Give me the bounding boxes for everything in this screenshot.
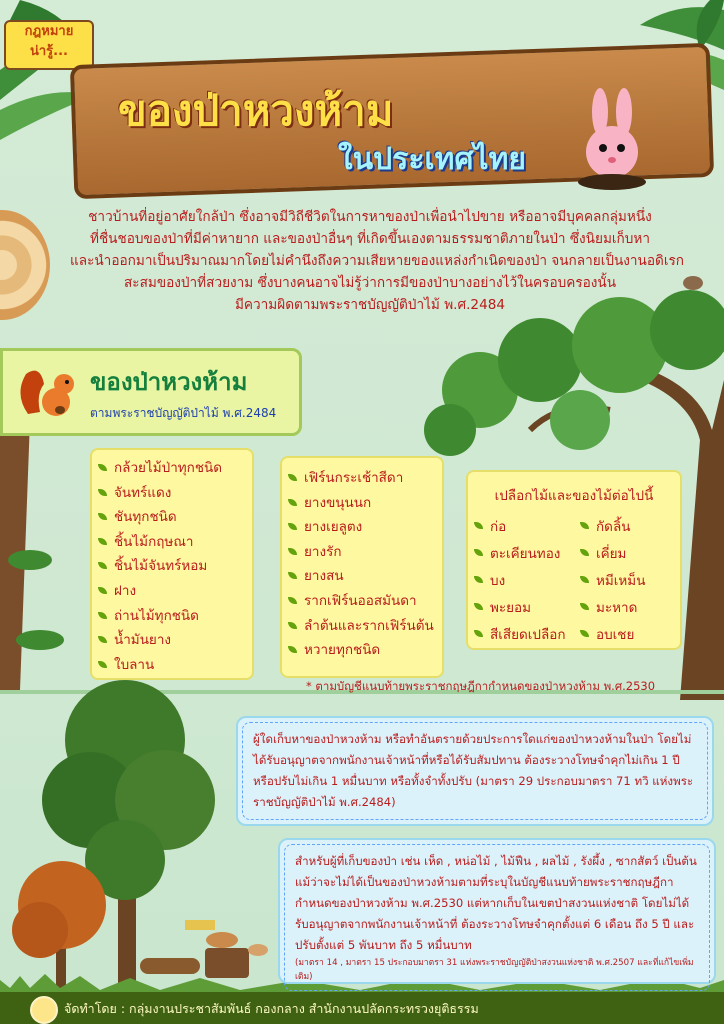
list-item: ก่อ xyxy=(468,514,574,541)
list-item: มะหาด xyxy=(574,595,680,622)
list-item: รากเฟิร์นออสมันดา xyxy=(282,589,442,614)
penalty-text: สำหรับผู้ที่เก็บของป่า เช่น เห็ด , หน่อไม้ , ไม้ฟืน , ผลไม้ , รังผึ้ง , ซากสัตว์ เป็นต้น แม้ว่าจะไม่ได้เป็นของป่าหวงห้ามตามที่ระบุในบัญชีแนบท้ายพระราชกฤษฎีกากำหนดของป่าหวงห้าม พ.ศ.2530 แต่หากเก็บในเขตป่าสงวนแห่งชาติ โดยไม่ได้รับอนุญาตจากพนักงานเจ้าหน้าที่ ต้องระวางโทษจำคุกตั้งแต่ 6 เดือน ถึง 5 ปี และปรับตั้งแต่ 5 พันบาท ถึง 5 หมื่นบาท xyxy=(295,854,697,952)
list-item: ชิ้นไม้กฤษณา xyxy=(92,530,252,555)
list-item: พะยอม xyxy=(468,595,574,622)
badge-line1: กฎหมาย xyxy=(24,24,74,39)
penalty-content xyxy=(284,844,710,991)
list-item: ยางสน xyxy=(282,564,442,589)
list-item: สีเสียดเปลือก xyxy=(468,622,574,649)
ministry-logo-icon xyxy=(30,996,58,1024)
list-item: ฝาง xyxy=(92,579,252,604)
intro-line: สะสมของป่าที่สวยงาม ซึ่งบางคนอาจไม่รู้ว่าการมีของป่าบางอย่างไว้ในครอบครองนั้น xyxy=(123,275,617,291)
section-title: ของป่าหวงห้าม xyxy=(90,368,248,396)
list-item: ชันทุกชนิด xyxy=(92,505,252,530)
page-subtitle: ในประเทศไทย xyxy=(338,142,526,177)
list-item: หมีเหม็น xyxy=(574,568,680,595)
law-badge xyxy=(4,20,94,70)
tree-lower-orange xyxy=(12,861,106,990)
intro-line: และนำออกมาเป็นปริมาณมากโดยไม่คำนึงถึงความเสียหายของแหล่งกำเนิดของป่า จนกลายเป็นงานอดิเรก xyxy=(70,253,685,269)
list-item: ชิ้นไม้จันทร์หอม xyxy=(92,554,252,579)
list-title: เปลือกไม้และของไม้ต่อไปนี้ xyxy=(494,488,654,504)
list-item: เคี่ยม xyxy=(574,541,680,568)
list-item: หวายทุกชนิด xyxy=(282,638,442,663)
intro-paragraph xyxy=(70,206,685,316)
list-item: ยางรัก xyxy=(282,540,442,565)
prohibited-items-list-2 xyxy=(280,456,444,678)
list-item: น้ำมันยาง xyxy=(92,628,252,653)
footnote: * ตามบัญชีแนบท้ายพระราชกฤษฎีกากำหนดของป่าหวงห้าม พ.ศ.2530 xyxy=(306,679,656,693)
list-item: ยางเยลูตง xyxy=(282,515,442,540)
list-item: ตะเคียนทอง xyxy=(468,541,574,568)
prohibited-items-list-1 xyxy=(90,448,254,680)
intro-line: มีความผิดตามพระราชบัญญัติป่าไม้ พ.ศ.2484 xyxy=(234,297,506,313)
intro-line: ชาวบ้านที่อยู่อาศัยใกล้ป่า ซึ่งอาจมีวิถีชีวิตในการหาของป่าเพื่อนำไปขาย หรืออาจมีบุคคลกลุ่มหนึ่ง xyxy=(88,209,652,225)
section-subtitle: ตามพระราชบัญญัติป่าไม้ พ.ศ.2484 xyxy=(90,406,277,420)
page-title: ของป่าหวงห้าม xyxy=(118,86,394,135)
tree-left-sapling xyxy=(0,420,64,690)
penalty-box-1 xyxy=(236,716,714,826)
footer-credit: จัดทำโดย : กลุ่มงานประชาสัมพันธ์ กองกลาง สำนักงานปลัดกระทรวงยุติธรรม xyxy=(64,1001,479,1016)
bark-wood-list xyxy=(466,470,682,650)
squirrel-icon xyxy=(14,364,78,418)
intro-line: ที่ชื่นชอบของป่าที่มีค่าหายาก และของป่าอื่นๆ ที่เกิดขึ้นเองตามธรรมชาติภายในป่า ซึ่งนิยมเก็บหา xyxy=(90,231,650,247)
penalty-note: (มาตรา 14 , มาตรา 15 ประกอบมาตรา 31 แห่งพระราชบัญญัติป่าสงวนแห่งชาติ พ.ศ.2507 และที่แก้ไขเพิ่มเติม) xyxy=(295,958,694,982)
penalty-text: ผู้ใดเก็บหาของป่าหวงห้าม หรือทำอันตรายด้วยประการใดแก่ของป่าหวงห้ามในป่า โดยไม่ได้รับอนุญาตจากพนักงานเจ้าหน้าที่หรือได้รับสัมปทาน ต้องระวางโทษจำคุกไม่เกิน 1 ปี หรือปรับไม่เกิน 1 หมื่นบาท หรือทั้งจำทั้งปรับ (มาตรา 29 ประกอบมาตรา 71 ทวิ แห่งพระราชบัญญัติป่าไม้ พ.ศ.2484) xyxy=(242,722,708,820)
list-item: กัดลิ้น xyxy=(574,514,680,541)
list-item: อบเชย xyxy=(574,622,680,649)
mushroom-logs-illustration xyxy=(140,920,268,978)
list-item: เฟิร์นกระเช้าสีดา xyxy=(282,466,442,491)
bird-icon xyxy=(683,276,703,290)
list-item: จันทร์แดง xyxy=(92,481,252,506)
badge-line2: น่ารู้... xyxy=(30,44,68,59)
list-item: ยางขนุนนก xyxy=(282,491,442,516)
list-item: ลำต้นและรากเฟิร์นต้น xyxy=(282,614,442,639)
list-item: ถ่านไม้ทุกชนิด xyxy=(92,604,252,629)
list-item: ใบลาน xyxy=(92,653,252,678)
list-item: กล้วยไม้ป่าทุกชนิด xyxy=(92,456,252,481)
list-item: บง xyxy=(468,568,574,595)
penalty-box-2 xyxy=(278,838,716,984)
rabbit-icon xyxy=(572,88,652,192)
